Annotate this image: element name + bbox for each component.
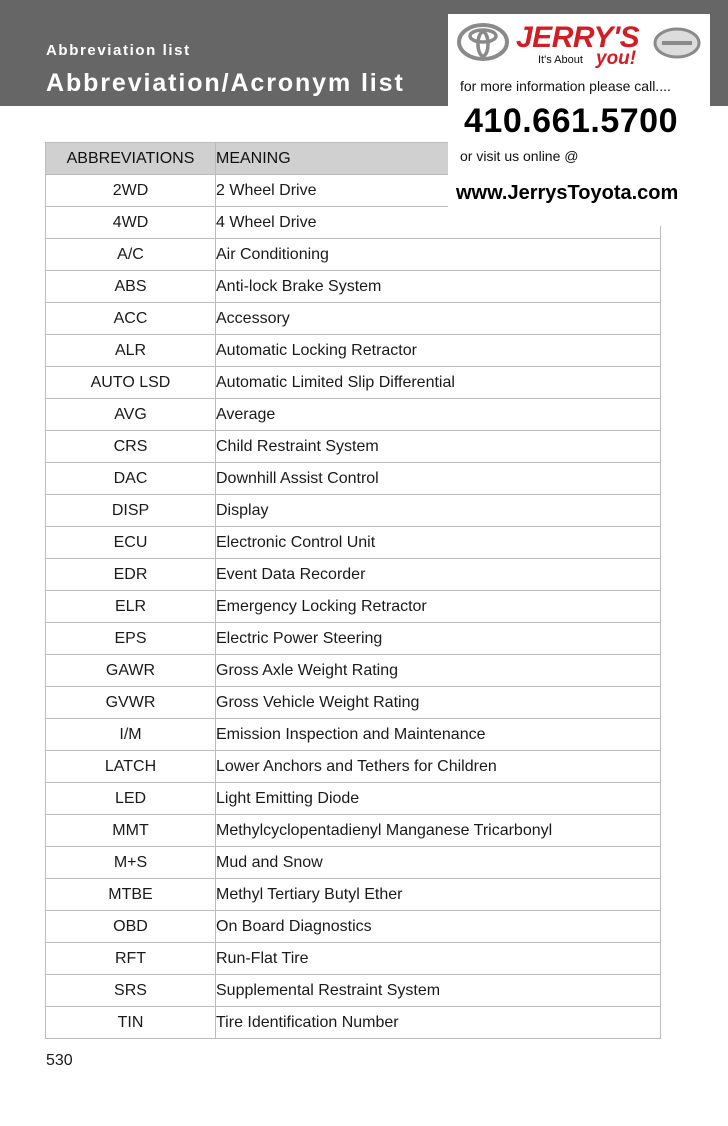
tagline-prefix: It's About: [538, 54, 583, 66]
meaning-cell: Methyl Tertiary Butyl Ether: [216, 879, 661, 911]
meaning-cell: Child Restraint System: [216, 431, 661, 463]
table-row: [46, 879, 661, 911]
abbreviation-table: [45, 142, 661, 1039]
meaning-cell: 4 Wheel Drive: [216, 207, 661, 239]
table-row: [46, 1007, 661, 1039]
call-text: for more information please call....: [460, 78, 671, 94]
table-row: [46, 335, 661, 367]
table-row: [46, 591, 661, 623]
abbreviation-cell: OBD: [46, 911, 216, 943]
abbreviation-cell: DAC: [46, 463, 216, 495]
meaning-cell: Accessory: [216, 303, 661, 335]
table-row: [46, 687, 661, 719]
abbreviation-cell: 4WD: [46, 207, 216, 239]
abbreviation-cell: EDR: [46, 559, 216, 591]
abbreviation-cell: LED: [46, 783, 216, 815]
abbreviation-cell: LATCH: [46, 751, 216, 783]
column-header-meaning: MEANING: [216, 143, 661, 175]
table-row: [46, 431, 661, 463]
meaning-cell: Average: [216, 399, 661, 431]
meaning-cell: Automatic Locking Retractor: [216, 335, 661, 367]
table-row: [46, 719, 661, 751]
table-row: [46, 751, 661, 783]
meaning-cell: Light Emitting Diode: [216, 783, 661, 815]
page-title: Abbreviation/Acronym list: [46, 69, 405, 97]
meaning-cell: Display: [216, 495, 661, 527]
tagline-emphasis: you!: [596, 48, 637, 69]
abbreviation-cell: AVG: [46, 399, 216, 431]
meaning-cell: Automatic Limited Slip Differential: [216, 367, 661, 399]
dealer-ad[interactable]: [448, 14, 710, 226]
abbreviation-cell: M+S: [46, 847, 216, 879]
table-row: [46, 623, 661, 655]
table-body: [46, 175, 661, 1039]
meaning-cell: Emission Inspection and Maintenance: [216, 719, 661, 751]
abbreviation-cell: GVWR: [46, 687, 216, 719]
table-row: [46, 911, 661, 943]
abbreviation-cell: CRS: [46, 431, 216, 463]
dealer-phone[interactable]: 410.661.5700: [464, 102, 678, 140]
meaning-cell: Methylcyclopentadienyl Manganese Tricarbonyl: [216, 815, 661, 847]
section-label: Abbreviation list: [46, 42, 191, 59]
meaning-cell: Lower Anchors and Tethers for Children: [216, 751, 661, 783]
dealer-brand: JERRY'S: [516, 21, 640, 54]
meaning-cell: Gross Vehicle Weight Rating: [216, 687, 661, 719]
table-row: [46, 303, 661, 335]
abbreviation-cell: EPS: [46, 623, 216, 655]
meaning-cell: 2 Wheel Drive: [216, 175, 661, 207]
column-header-abbreviations: ABBREVIATIONS: [46, 143, 216, 175]
meaning-cell: Gross Axle Weight Rating: [216, 655, 661, 687]
table-row: [46, 367, 661, 399]
abbreviation-cell: 2WD: [46, 175, 216, 207]
table-row: [46, 847, 661, 879]
meaning-cell: Downhill Assist Control: [216, 463, 661, 495]
table-row: [46, 239, 661, 271]
table-row: [46, 271, 661, 303]
visit-text: or visit us online @: [460, 148, 579, 164]
abbreviation-cell: GAWR: [46, 655, 216, 687]
toyota-emblem-icon: [456, 22, 510, 62]
meaning-cell: Event Data Recorder: [216, 559, 661, 591]
scion-emblem-icon: [652, 26, 702, 60]
meaning-cell: Emergency Locking Retractor: [216, 591, 661, 623]
abbreviation-cell: TIN: [46, 1007, 216, 1039]
abbreviation-cell: ECU: [46, 527, 216, 559]
meaning-cell: Electric Power Steering: [216, 623, 661, 655]
abbreviation-cell: DISP: [46, 495, 216, 527]
abbreviation-cell: SRS: [46, 975, 216, 1007]
table-row: [46, 655, 661, 687]
abbreviation-cell: ELR: [46, 591, 216, 623]
meaning-cell: Run-Flat Tire: [216, 943, 661, 975]
abbreviation-cell: ABS: [46, 271, 216, 303]
dealer-website-link[interactable]: www.JerrysToyota.com: [456, 182, 679, 204]
abbreviation-cell: I/M: [46, 719, 216, 751]
page-number: 530: [46, 1052, 73, 1069]
table-row: [46, 463, 661, 495]
table-row: [46, 975, 661, 1007]
meaning-cell: Air Conditioning: [216, 239, 661, 271]
table-row: [46, 783, 661, 815]
table-row: [46, 527, 661, 559]
table-row: [46, 399, 661, 431]
table-row: [46, 559, 661, 591]
meaning-cell: On Board Diagnostics: [216, 911, 661, 943]
table-row: [46, 943, 661, 975]
abbreviation-cell: MTBE: [46, 879, 216, 911]
abbreviation-cell: AUTO LSD: [46, 367, 216, 399]
abbreviation-cell: RFT: [46, 943, 216, 975]
table-row: [46, 815, 661, 847]
abbreviation-cell: MMT: [46, 815, 216, 847]
table-row: [46, 495, 661, 527]
meaning-cell: Anti-lock Brake System: [216, 271, 661, 303]
meaning-cell: Mud and Snow: [216, 847, 661, 879]
abbreviation-cell: A/C: [46, 239, 216, 271]
abbreviation-cell: ALR: [46, 335, 216, 367]
meaning-cell: Supplemental Restraint System: [216, 975, 661, 1007]
meaning-cell: Tire Identification Number: [216, 1007, 661, 1039]
meaning-cell: Electronic Control Unit: [216, 527, 661, 559]
abbreviation-cell: ACC: [46, 303, 216, 335]
